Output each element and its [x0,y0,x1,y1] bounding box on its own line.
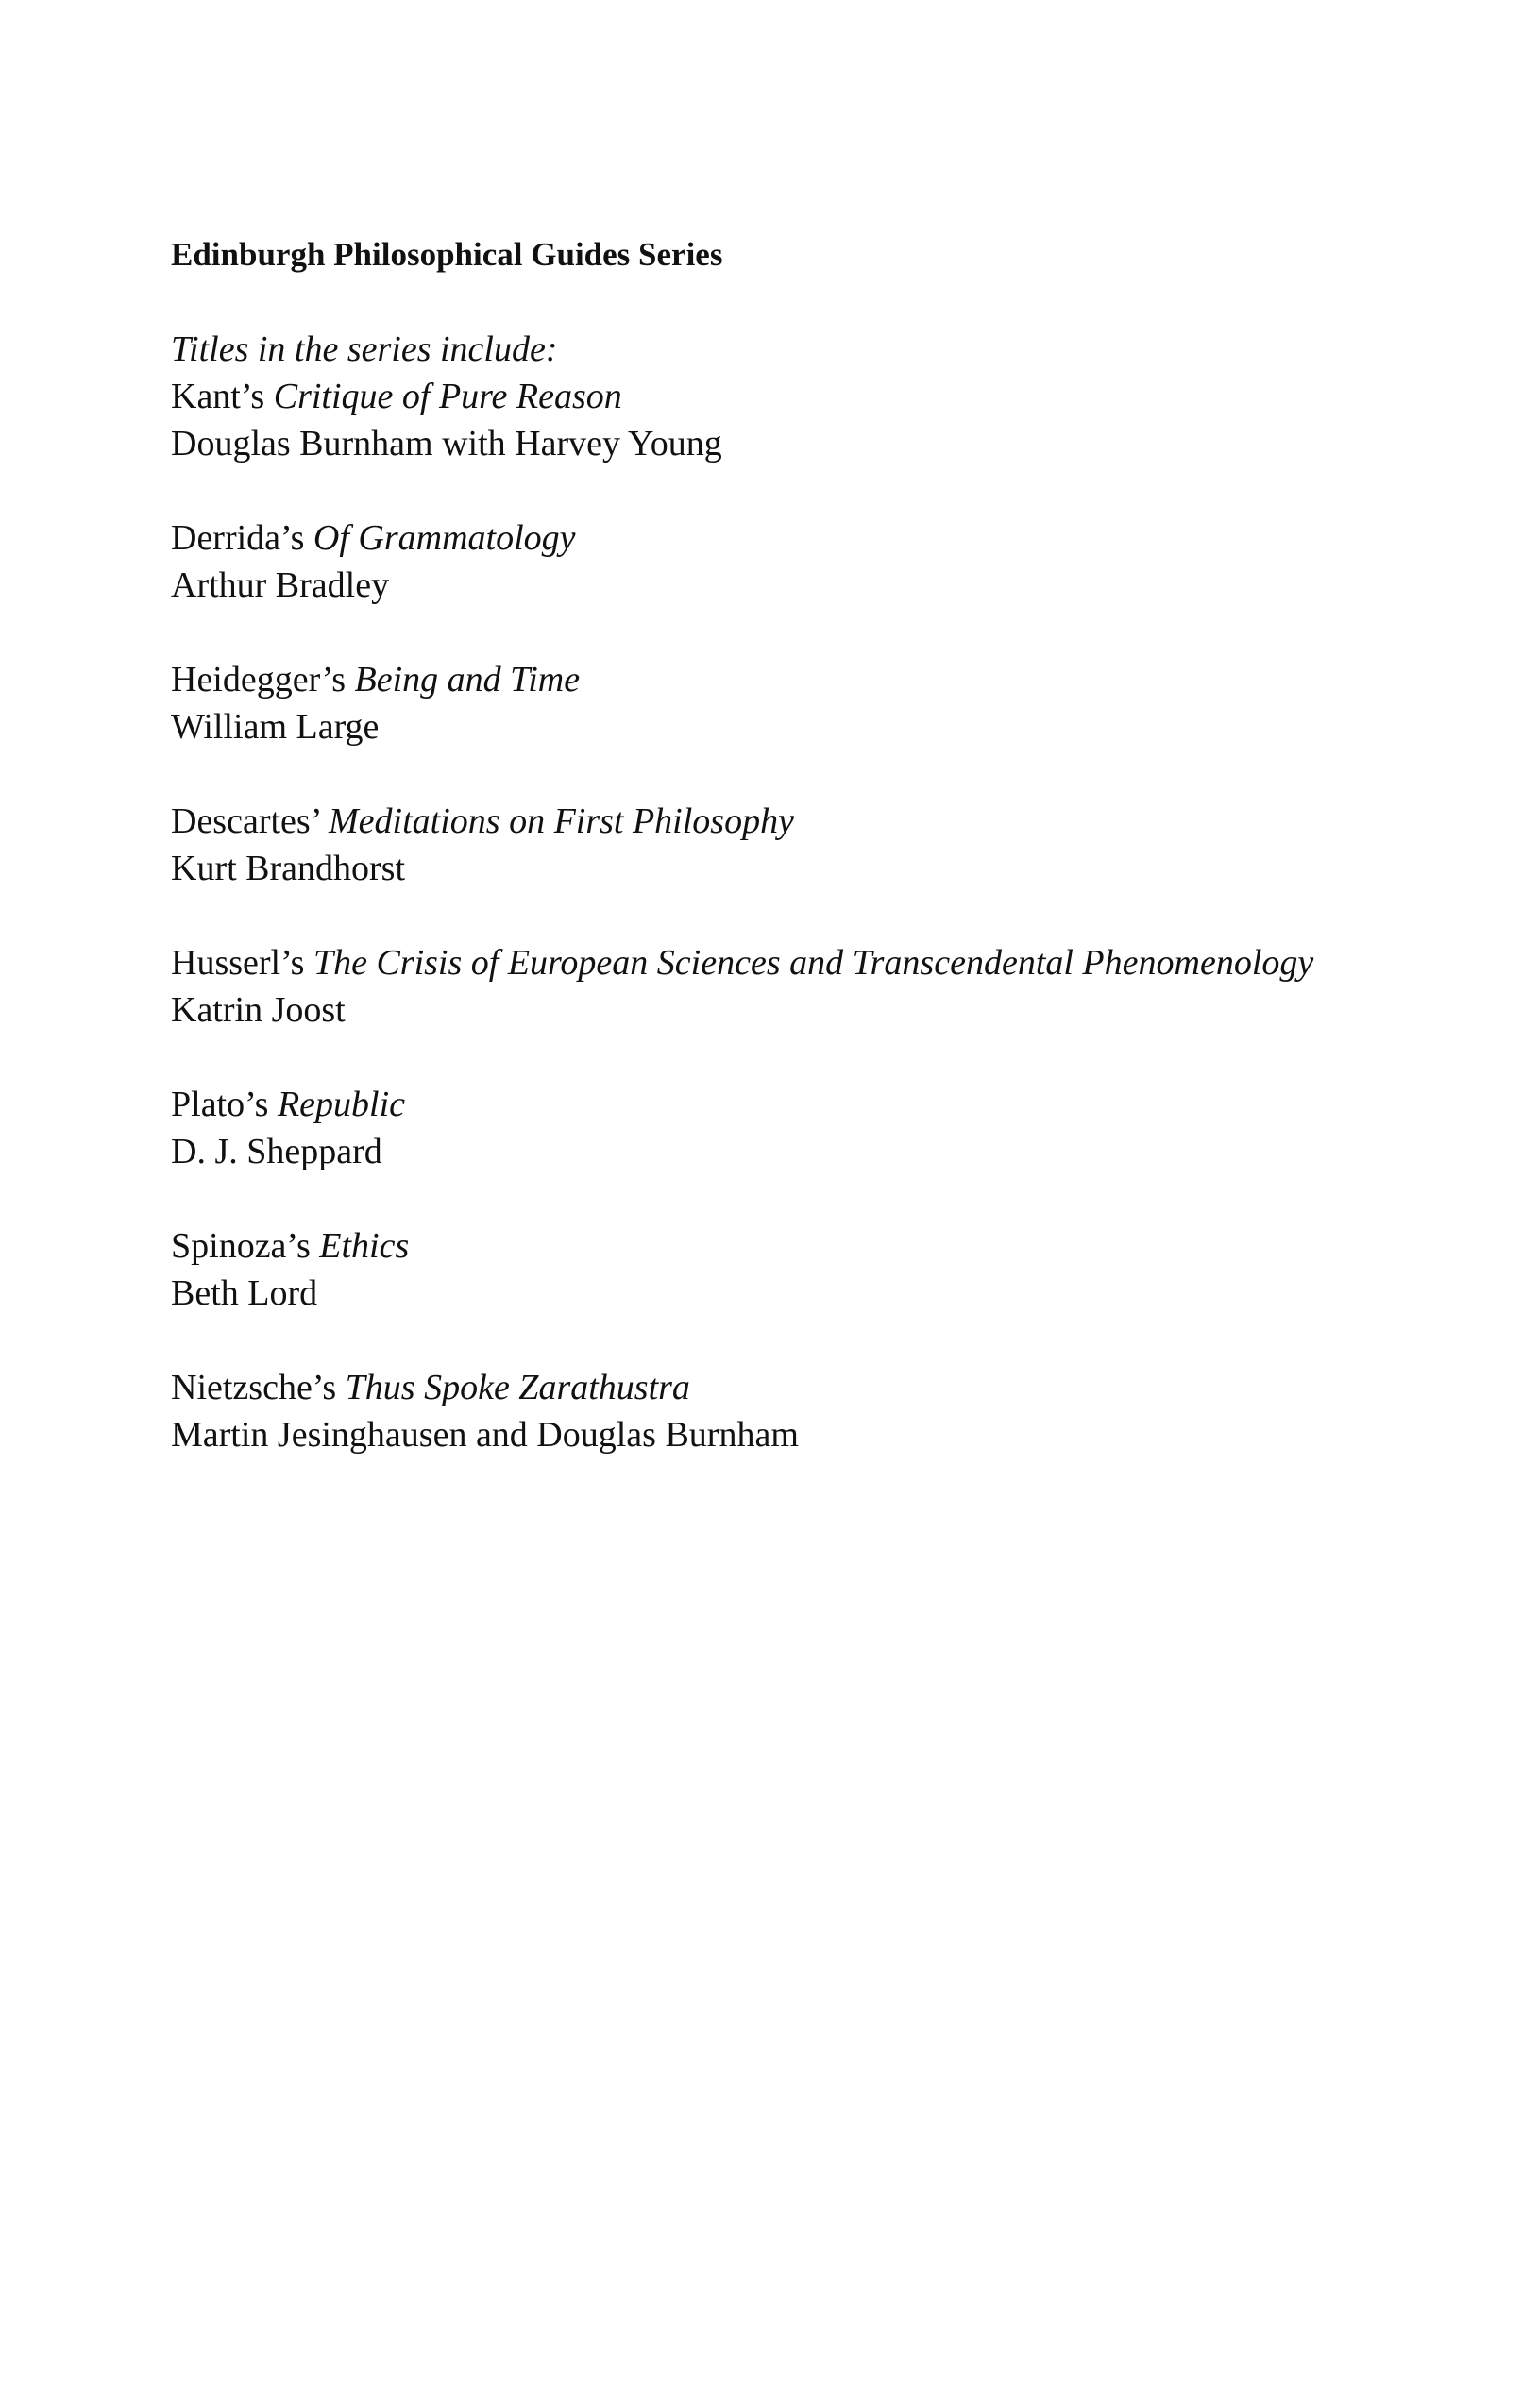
series-page [171,231,1455,1506]
book-entry [171,798,1455,892]
book-author-possessive: Plato’s [171,1085,278,1124]
book-entry [171,656,1455,750]
series-heading: Edinburgh Philosophical Guides Series [171,236,723,273]
book-entry [171,939,1455,1034]
book-guide-author: Beth Lord [171,1273,318,1313]
book-author-possessive: Kant’s [171,377,274,416]
book-title-line [171,373,1455,420]
book-title: Ethics [319,1226,410,1266]
book-title: Being and Time [354,660,581,699]
book-title: Thus Spoke Zarathustra [345,1368,690,1407]
series-intro: Titles in the series include: [171,329,558,369]
book-title-line [171,656,1455,703]
book-author-possessive: Nietzsche’s [171,1368,346,1407]
book-entry [171,1222,1455,1317]
book-title-line [171,514,1455,562]
book-entry [171,1081,1455,1175]
book-entry [171,1364,1455,1458]
book-guide-author: Kurt Brandhorst [171,849,406,888]
book-entry [171,373,1455,467]
book-author-possessive: Spinoza’s [171,1226,320,1266]
book-title-line [171,939,1455,986]
book-author-possessive: Descartes’ [171,801,330,841]
book-title-line [171,1081,1455,1128]
book-guide-author: Katrin Joost [171,990,346,1030]
book-guide-author: D. J. Sheppard [171,1132,382,1171]
book-title: Critique of Pure Reason [273,377,622,416]
book-entry [171,514,1455,609]
book-title-line [171,1222,1455,1270]
book-title: Republic [277,1085,406,1124]
book-title: The Crisis of European Sciences and Transcendental Phenomenology [313,943,1314,983]
book-guide-author: Martin Jesinghausen and Douglas Burnham [171,1415,799,1455]
book-guide-author: William Large [171,707,380,747]
book-guide-author: Arthur Bradley [171,565,390,605]
book-author-possessive: Husserl’s [171,943,313,983]
book-guide-author: Douglas Burnham with Harvey Young [171,424,722,463]
book-author-possessive: Derrida’s [171,518,313,558]
book-title: Meditations on First Philosophy [329,801,794,841]
book-author-possessive: Heidegger’s [171,660,355,699]
book-title-line [171,798,1455,845]
book-title: Of Grammatology [313,518,576,558]
book-title-line [171,1364,1455,1411]
